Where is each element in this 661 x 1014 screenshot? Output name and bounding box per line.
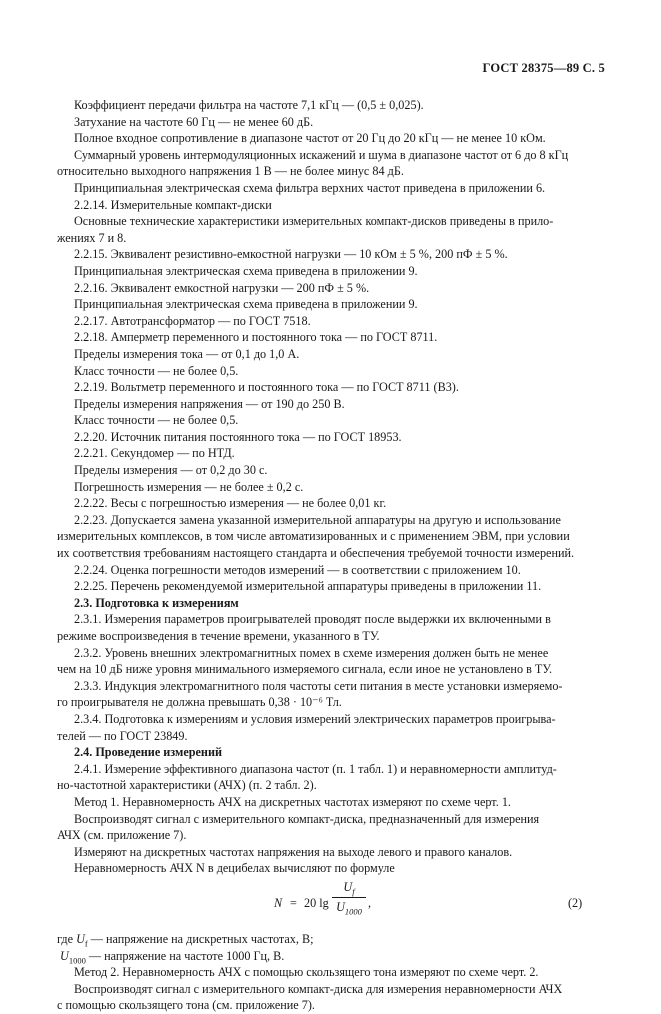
text-line: Измеряют на дискретных частотах напряжения на выходе левого и правого каналов.	[74, 844, 513, 859]
text-line: Полное входное сопротивление в диапазоне частот от 20 Гц до 20 кГц — не менее 10 кОм.	[74, 131, 546, 146]
text-line: 2.3.3. Индукция электромагнитного поля частоты сети питания в месте установки измеряемо-	[74, 678, 563, 693]
text-line: Затухание на частоте 60 Гц — не менее 60 дБ.	[74, 114, 314, 129]
text-line: Класс точности — не более 0,5.	[74, 413, 239, 428]
text-line: Пределы измерения напряжения — от 190 до 250 В.	[74, 396, 345, 411]
formula-fraction	[332, 879, 366, 915]
formula-log: 20 lg	[304, 895, 329, 910]
text-line: 2.3. Подготовка к измерениям	[74, 595, 239, 610]
text-line: 2.4. Проведение измерений	[74, 745, 222, 760]
formula-denominator: $U_{1000}$	[336, 899, 362, 916]
text-line: 2.2.14. Измерительные компакт-диски	[74, 197, 272, 212]
text-line: Воспроизводят сигнал с измерительного компакт-диска, предназначенный для измерения	[74, 811, 540, 826]
text-line: Коэффициент передачи фильтра на частоте 7,1 кГц — (0,5 ± 0,025).	[74, 98, 424, 112]
text-line: чем на 10 дБ ниже уровня минимального измеряемого сигнала, если иное не установлено в ТУ.	[57, 662, 553, 677]
text-line: 2.3.4. Подготовка к измерениям и условия измерений электрических параметров проигрыва-	[74, 711, 556, 726]
text-line: АЧХ (см. приложение 7).	[57, 828, 187, 843]
text-line: 2.2.21. Секундомер — по НТД.	[74, 446, 235, 461]
formula-number: (2)	[568, 895, 583, 910]
text-line: 2.2.16. Эквивалент емкостной нагрузки — 200 пФ ± 5 %.	[74, 280, 370, 295]
text-line: Метод 1. Неравномерность АЧХ на дискретных частотах измеряют по схеме черт. 1.	[74, 794, 511, 809]
text-line: жениях 7 и 8.	[57, 230, 127, 245]
text-line: Метод 2. Неравномерность АЧХ с помощью скользящего тона измеряют по схеме черт. 2.	[74, 965, 539, 980]
text-line: 2.2.22. Весы с погрешностью измерения — не более 0,01 кг.	[74, 496, 387, 511]
text-line: Пределы измерения — от 0,2 до 30 с.	[74, 463, 268, 478]
formula-comma: ,	[368, 895, 372, 910]
text-line: Суммарный уровень интермодуляционных искажений и шума в диапазоне частот от 6 до 8 кГц	[74, 147, 569, 162]
text-line: 2.2.20. Источник питания постоянного тока — по ГОСТ 18953.	[74, 429, 402, 444]
text-line: Неравномерность АЧХ N в децибелах вычисляют по формуле	[74, 861, 395, 876]
text-line: Воспроизводят сигнал с измерительного компакт-диска для измерения неравномерности АЧХ	[74, 981, 563, 996]
text-line: где $U_f$ — напряжение на дискретных частотах, В;	[57, 931, 314, 949]
formula-numerator: $U_f$	[343, 879, 355, 897]
page-header: ГОСТ 28375—89 С. 5	[482, 61, 605, 75]
text-line: 2.3.2. Уровень внешних электромагнитных помех в схеме измерения должен быть не менее	[74, 645, 549, 660]
fraction-bar	[332, 897, 366, 898]
text-line: Принципиальная электрическая схема фильтра верхних частот приведена в приложении 6.	[74, 180, 546, 195]
text-line: Пределы измерения тока — от 0,1 до 1,0 А.	[74, 346, 300, 361]
text-line: 2.3.1. Измерения параметров проигрывателей проводят после выдержки их включенными в	[74, 612, 551, 627]
text-line: 2.2.15. Эквивалент резистивно-емкостной нагрузки — 10 кОм ± 5 %, 200 пФ ± 5 %.	[74, 247, 508, 262]
text-line: телей — по ГОСТ 23849.	[57, 728, 188, 743]
text-line: 2.2.23. Допускается замена указанной измерительной аппаратуры на другую и использование	[74, 512, 561, 527]
text-line: 2.2.24. Оценка погрешности методов измерений — в соответствии с приложением 10.	[74, 562, 521, 577]
text-line: с помощью скользящего тона (см. приложение 7).	[57, 998, 315, 1013]
formula-equals: =	[290, 895, 297, 910]
text-line: $U_{1000}$ — напряжение на частоте 1000 Гц, В.	[60, 948, 285, 965]
text-line: их соответствия требованиям настоящего стандарта и обеспечения требуемой точности измерений.	[57, 546, 575, 561]
text-line: измерительных комплексов, в том числе автоматизированных и с применением ЭВМ, при условии	[57, 529, 570, 544]
text-line: Принципиальная электрическая схема приведена в приложении 9.	[74, 297, 418, 312]
text-line: го проигрывателя не должна превышать 0,38 · 10⁻⁶ Тл.	[57, 695, 342, 710]
text-line: 2.2.25. Перечень рекомендуемой измерительной аппаратуры приведены в приложении 11.	[74, 579, 542, 594]
text-line: Принципиальная электрическая схема приведена в приложении 9.	[74, 263, 418, 278]
formula-lhs: N	[274, 895, 283, 910]
text-line: 2.2.17. Автотрансформатор — по ГОСТ 7518.	[74, 313, 311, 328]
text-line: Погрешность измерения — не более ± 0,2 с.	[74, 479, 304, 494]
text-line: относительно выходного напряжения 1 В — не более минус 84 дБ.	[57, 164, 404, 179]
text-line: 2.2.19. Вольтметр переменного и постоянного тока — по ГОСТ 8711 (В3).	[74, 380, 459, 395]
document-body	[57, 97, 586, 1014]
text-line: Основные технические характеристики измерительных компакт-дисков приведены в прило-	[74, 214, 554, 229]
text-line: 2.4.1. Измерение эффективного диапазона частот (п. 1 табл. 1) и неравномерности амплитуд-	[74, 761, 557, 776]
text-line: Класс точности — не более 0,5.	[74, 363, 239, 378]
formula-2	[74, 879, 586, 931]
text-line: режиме воспроизведения в течение времени, указанного в ТУ.	[57, 629, 380, 643]
text-line: 2.2.18. Амперметр переменного и постоянного тока — по ГОСТ 8711.	[74, 330, 438, 345]
text-line: но-частотной характеристики (АЧХ) (п. 2 табл. 2).	[57, 778, 317, 793]
